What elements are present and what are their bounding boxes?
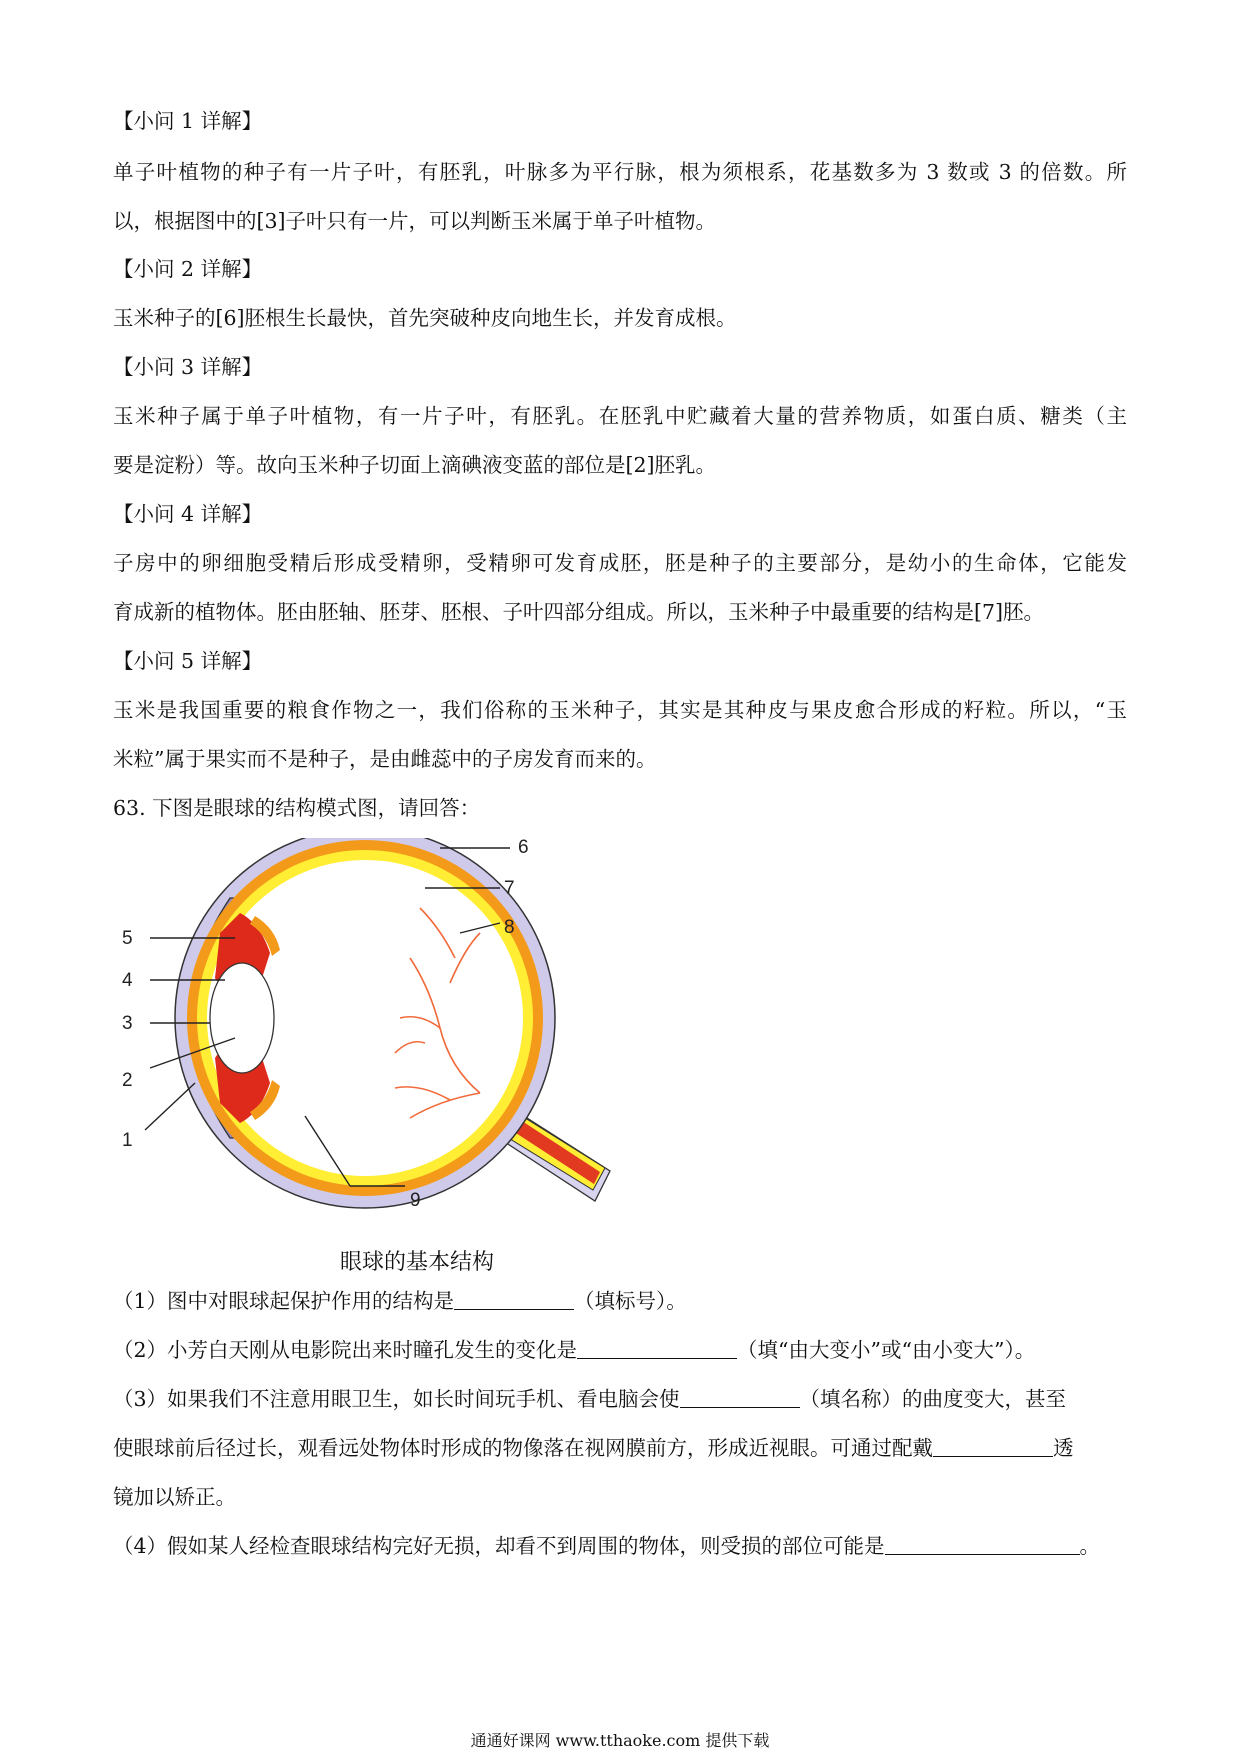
section-3-line-1: 玉米种子属于单子叶植物，有一片子叶，有胚乳。在胚乳中贮藏着大量的营养物质，如蛋白质、糖类（主: [113, 404, 1127, 428]
section-2-line-1: 玉米种子的[6]胚根生长最快，首先突破种皮向地生长，并发育成根。: [113, 306, 737, 330]
answer-blank-4[interactable]: [933, 1438, 1053, 1457]
question-4-suffix: 。: [1079, 1534, 1101, 1558]
question-1: [113, 1284, 687, 1314]
label-6: 6: [518, 838, 529, 858]
section-3-heading: 【小问 3 详解】: [113, 355, 263, 379]
figure-caption: 眼球的基本结构: [340, 1250, 495, 1275]
section-1-heading: 【小问 1 详解】: [113, 109, 263, 133]
question-2-suffix: （填“由大变小”或“由小变大”）。: [737, 1338, 1036, 1362]
label-8: 8: [504, 917, 515, 938]
question-3-line-1: [113, 1382, 1066, 1412]
footer: 通通好课网 www.tthaoke.com 提供下载: [470, 1731, 770, 1750]
answer-blank-1[interactable]: [454, 1291, 574, 1310]
question-3-text-2: 使眼球前后径过长，观看远处物体时形成的物像落在视网膜前方，形成近视眼。可通过配戴: [113, 1436, 933, 1460]
question-3-suffix-2: 透: [1053, 1436, 1074, 1460]
eye-diagram: [120, 838, 640, 1238]
answer-blank-5[interactable]: [885, 1536, 1080, 1555]
question-2: [113, 1333, 1035, 1363]
label-3: 3: [122, 1013, 133, 1034]
question-3-line-3: 镜加以矫正。: [113, 1485, 236, 1509]
label-2: 2: [122, 1070, 133, 1091]
question-3-line-2: [113, 1431, 1074, 1461]
section-5-line-1: 玉米是我国重要的粮食作物之一，我们俗称的玉米种子，其实是其种皮与果皮愈合形成的籽粒。所以，“玉: [113, 698, 1127, 722]
label-1: 1: [122, 1130, 133, 1151]
answer-blank-3[interactable]: [680, 1389, 800, 1408]
answer-blank-2[interactable]: [577, 1340, 737, 1359]
label-9: 9: [410, 1190, 421, 1211]
question-title: 63. 下图是眼球的结构模式图，请回答：: [113, 796, 481, 820]
label-7: 7: [504, 878, 515, 899]
section-4-line-1: 子房中的卵细胞受精后形成受精卵，受精卵可发育成胚，胚是种子的主要部分，是幼小的生命体，它能发: [113, 551, 1127, 575]
section-4-line-2: 育成新的植物体。胚由胚轴、胚芽、胚根、子叶四部分组成。所以，玉米种子中最重要的结构是[7]胚。: [113, 600, 1045, 624]
label-4: 4: [122, 970, 133, 991]
question-1-suffix: （填标号）。: [574, 1289, 687, 1313]
question-4-text: （4）假如某人经检查眼球结构完好无损，却看不到周围的物体，则受损的部位可能是: [113, 1534, 885, 1558]
section-5-line-2: 米粒”属于果实而不是种子，是由雌蕊中的子房发育而来的。: [113, 747, 657, 771]
section-5-heading: 【小问 5 详解】: [113, 649, 263, 673]
question-2-text: （2）小芳白天刚从电影院出来时瞳孔发生的变化是: [113, 1338, 578, 1362]
section-2-heading: 【小问 2 详解】: [113, 257, 263, 281]
question-3-text: （3）如果我们不注意用眼卫生，如长时间玩手机、看电脑会使: [113, 1387, 680, 1411]
section-1-line-2: 以，根据图中的[3]子叶只有一片，可以判断玉米属于单子叶植物。: [113, 209, 717, 233]
question-1-text: （1）图中对眼球起保护作用的结构是: [113, 1289, 455, 1313]
section-4-heading: 【小问 4 详解】: [113, 502, 263, 526]
section-1-line-1: 单子叶植物的种子有一片子叶，有胚乳，叶脉多为平行脉，根为须根系，花基数多为 3 数或 3 的倍数。所: [113, 160, 1127, 184]
question-3-suffix: （填名称）的曲度变大，甚至: [799, 1387, 1067, 1411]
question-4: [113, 1529, 1100, 1559]
section-3-line-2: 要是淀粉）等。故向玉米种子切面上滴碘液变蓝的部位是[2]胚乳。: [113, 453, 717, 477]
label-5: 5: [122, 928, 133, 949]
